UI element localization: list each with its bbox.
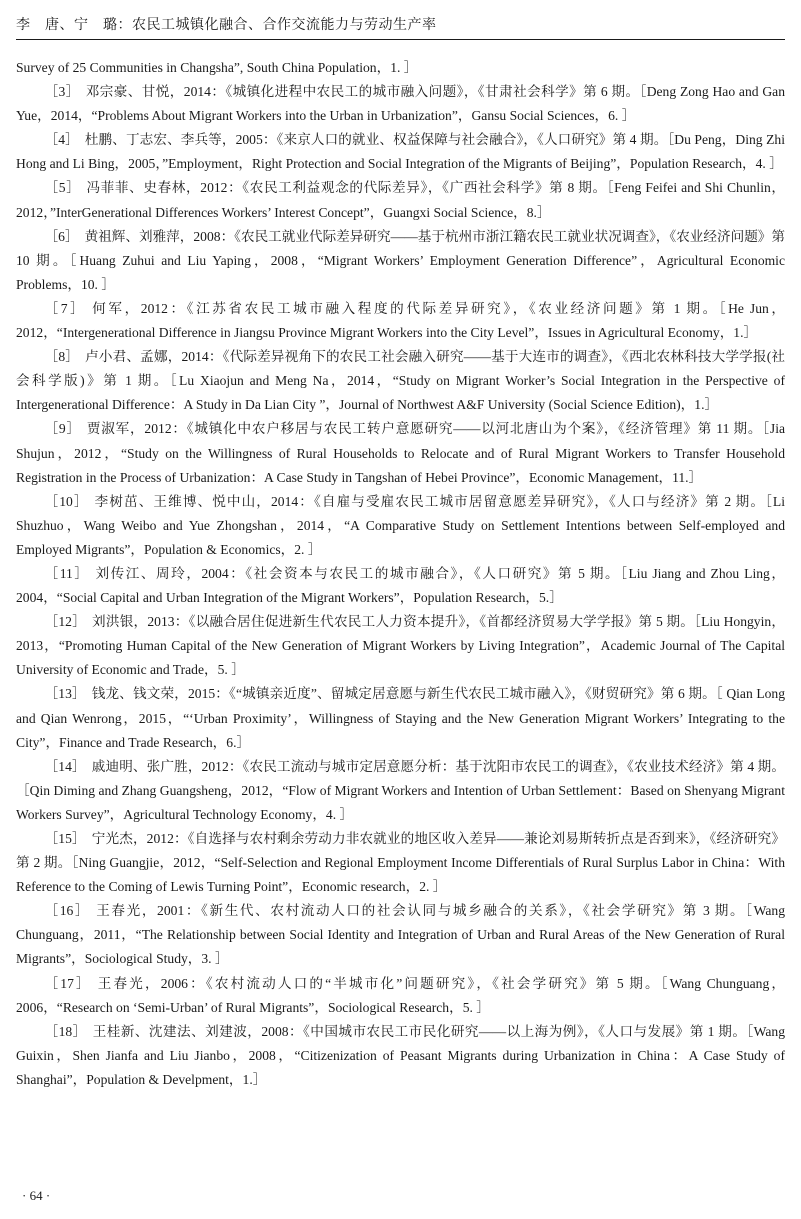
reference-number: ［7］ — [44, 300, 87, 316]
reference-number: ［6］ — [44, 228, 79, 244]
reference-text: 宁光杰，2012：《自选择与农村剩余劳动力非农就业的地区收入差异——兼论刘易斯转折点是否到来》，《经济研究》第 2 期。［Ning Guangjie，2012，“Self-Selection and Regional Employment Income Differentials of Rural Surplus Labor in China：With Reference to the Coming of Lewis Turning Point”，Economic research，2. ］ — [16, 831, 785, 895]
reference-number: ［16］ — [44, 903, 91, 919]
running-header: 李 唐、宁 璐：农民工城镇化融合、合作交流能力与劳动生产率 — [16, 14, 785, 40]
reference-number: ［15］ — [44, 831, 86, 846]
reference-number: ［3］ — [44, 84, 80, 100]
reference-item — [16, 899, 785, 971]
reference-text: 卢小君、孟娜，2014：《代际差异视角下的农民工社会融入研究——基于大连市的调查》，《西北农林科技大学学报(社会科学版)》第 1 期。［Lu Xiaojun and Meng Na，2014，“Study on Migrant Worker’s Social Integration in the Perspective of Intergenerational Difference：A Study in Da Lian City ”，Journal of Northwest A&F University (Social Science Edition)，1.］ — [16, 349, 786, 413]
reference-text: 贾淑军，2012：《城镇化中农户移居与农民工转户意愿研究——以河北唐山为个案》，《经济管理》第 11 期。［Jia Shujun，2012，“Study on the Willingness of Rural Households to Relocate and of Rural Migrant Workers to Transfer Household Registration in the Process of Urbanization：A Case Study in Tangshan of Hebei Province”，Economic Management，11.］ — [16, 421, 785, 485]
reference-item — [16, 562, 785, 610]
reference-number: ［13］ — [44, 686, 86, 702]
reference-text: 戚迪明、张广胜，2012：《农民工流动与城市定居意愿分析：基于沈阳市农民工的调查》，《农业技术经济》第 4 期。［Qin Diming and Zhang Guangsheng，2012，“Flow of Migrant Workers and Intention of Urban Settlement：Based on Shenyang Migrant Workers Survey”，Agricultural Technology Economy，4. ］ — [16, 758, 785, 822]
reference-continuation: Survey of 25 Communities in Changsha”, South China Population，1. ］ — [16, 60, 418, 75]
reference-item — [16, 345, 785, 417]
reference-text: 刘洪银，2013：《以融合居住促进新生代农民工人力资本提升》，《首都经济贸易大学学报》第 5 期。［Liu Hongyin，2013，“Promoting Human Capital of the New Generation of Migrant Workers by Living Integration”，Academic Journal of The Capital University of Economic and Trade，5. ］ — [16, 614, 786, 678]
reference-text: 何军，2012：《江苏省农民工城市融入程度的代际差异研究》，《农业经济问题》第 1 期。［He Jun，2012，“Intergenerational Difference in Jiangsu Province Migrant Workers into the City Level”，Issues in Agricultural Economy，1.］ — [16, 300, 785, 341]
reference-text: 李树茁、王维博、悦中山，2014：《自雇与受雇农民工城市居留意愿差异研究》，《人口与经济》第 2 期。［Li Shuzhuo，Wang Weibo and Yue Zhongshan，2014，“A Comparative Study on Settlement Intentions between Self-employed and Employed Migrants”，Population & Economics，2. ］ — [16, 493, 785, 557]
reference-number: ［9］ — [44, 421, 81, 437]
reference-list — [16, 56, 785, 1092]
page-number: · 64 · — [22, 1188, 51, 1203]
reference-text: 王春光，2006：《农村流动人口的“半城市化”问题研究》，《社会学研究》第 5 期。［Wang Chunguang，2006，“Research on ‘Semi-Urban’ of Rural Migrants”，Sociological Research，5. ］ — [16, 975, 786, 1015]
reference-number: ［17］ — [44, 975, 92, 991]
reference-text: 王春光，2001：《新生代、农村流动人口的社会认同与城乡融合的关系》，《社会学研究》第 3 期。［Wang Chunguang，2011，“The Relationship between Social Identity and Integration of Urban and Rural Areas of the New Generation of Rural Migrants”，Sociological Study，3. ］ — [16, 903, 786, 967]
reference-item — [16, 417, 785, 489]
reference-item — [16, 225, 785, 297]
reference-text: 刘传江、周玲，2004：《社会资本与农民工的城市融合》，《人口研究》第 5 期。［Liu Jiang and Zhou Ling，2004，“Social Capital and Urban Integration of the Migrant Workers”，Population Research，5.］ — [16, 565, 785, 606]
reference-item — [16, 827, 785, 899]
reference-number: ［8］ — [44, 349, 80, 365]
reference-number: ［12］ — [44, 614, 87, 630]
reference-item — [16, 490, 785, 562]
reference-item — [16, 176, 785, 224]
reference-item — [16, 682, 785, 754]
reference-item — [16, 755, 785, 827]
reference-item — [16, 1020, 785, 1092]
reference-text: 钱龙、钱文荣，2015：《“城镇亲近度”、留城定居意愿与新生代农民工城市融入》，《财贸研究》第 6 期。［ Qian Long and Qian Wenrong，2015，“‘Urban Proximity’，Willingness of Staying and the New Generation Migrant Workers’ Integrating to the City”，Finance and Trade Research，6.］ — [16, 686, 786, 750]
reference-item — [16, 297, 785, 345]
reference-text: 杜鹏、丁志宏、李兵等，2005：《来京人口的就业、权益保障与社会融合》，《人口研究》第 4 期。［Du Peng，Ding Zhi Hong and Li Bing，2005，”Employment，Right Protection and Social Integration of the Migrants of Beijing”，Population Research，4. ］ — [16, 132, 785, 172]
reference-item — [16, 80, 785, 128]
reference-number: ［18］ — [44, 1023, 87, 1039]
reference-item — [16, 972, 785, 1020]
reference-text: 邓宗豪、甘悦，2014：《城镇化进程中农民工的城市融入问题》，《甘肃社会科学》第 6 期。［Deng Zong Hao and Gan Yue，2014，“Problems About Migrant Workers into the Urban in Urbanization”，Gansu Social Sciences，6. ］ — [16, 84, 786, 124]
reference-number: ［10］ — [44, 493, 89, 509]
reference-item — [16, 610, 785, 682]
reference-number: ［14］ — [44, 758, 86, 774]
reference-number: ［4］ — [44, 132, 79, 148]
reference-number: ［5］ — [44, 180, 81, 196]
reference-number: ［11］ — [44, 565, 90, 581]
reference-text: 王桂新、沈建法、刘建波，2008：《中国城市农民工市民化研究——以上海为例》，《人口与发展》第 1 期。［Wang Guixin，Shen Jianfa and Liu Jianbo，2008，“Citizenization of Peasant Migrants during Urbanization in China：A Case Study of Shanghai”，Population & Develpment，1.］ — [16, 1023, 786, 1087]
reference-text: 黄祖辉、刘雅萍，2008：《农民工就业代际差异研究——基于杭州市浙江籍农民工就业状况调查》，《农业经济问题》第 10 期。［Huang Zuhui and Liu Yaping，2008，“Migrant Workers’ Employment Generation Difference”，Agricultural Economic Problems，10. ］ — [16, 228, 785, 292]
reference-text: 冯菲菲、史春林，2012：《农民工利益观念的代际差异》，《广西社会科学》第 8 期。［Feng Feifei and Shi Chunlin，2012，”InterGenerational Differences Workers’ Interest Concept”，Guangxi Social Science，8.］ — [16, 180, 785, 220]
reference-item — [16, 128, 785, 176]
